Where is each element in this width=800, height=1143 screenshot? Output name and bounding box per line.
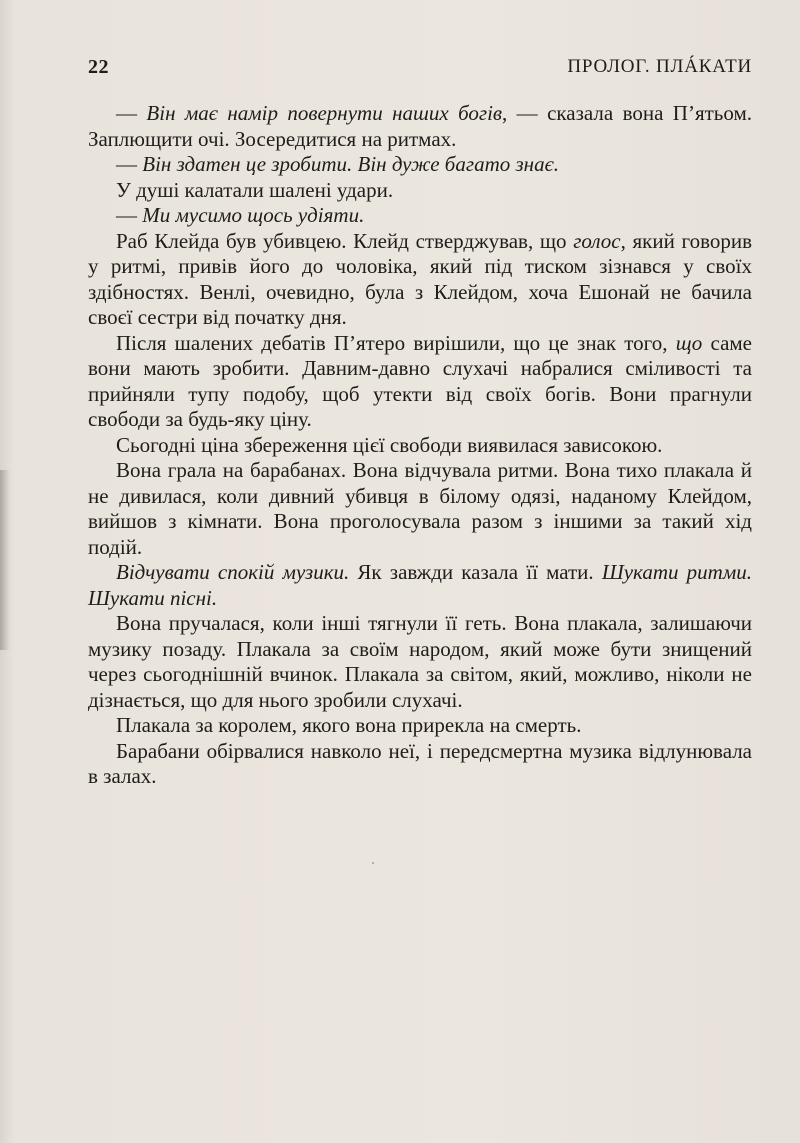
text-run: саме вони мають зробити. Давним-давно слухачі набралися сміливості та прийняли тупу подобу, щоб утекти від своїх богів. Вони прагнули свободи за будь-яку ціну. xyxy=(88,330,753,431)
text-run: Раб Клейда був убивцею. Клейд стверджував, що xyxy=(116,228,574,253)
paragraph-p3 xyxy=(88,178,752,204)
text-run: Він має намір повернути наших богів xyxy=(146,101,503,125)
paper-speck xyxy=(372,862,374,864)
text-run: — xyxy=(116,152,143,176)
text-run: Як завжди казала її мати. xyxy=(349,560,602,584)
text-run: Вона пручалася, коли інші тягнули її геть. Вона плакала, залишаючи музику позаду. Плакала за своїм народом, який може бути знищений через сьогоднішній вчинок. Плакала за світом, який, можливо, ніколи не дізнається, що для нього зробили слухачі. xyxy=(88,611,752,712)
text-run: , який говорив у ритмі, привів його до чоловіка, який під тиском зізнався у своїх здібностях. Венлі, очевидно, була з Клейдом, хоча Ешонай не бачила своєї сестри від початку дня. xyxy=(88,228,752,329)
text-run: — xyxy=(116,101,147,125)
paragraph-p7 xyxy=(88,433,752,459)
paragraph-p5 xyxy=(88,229,752,331)
text-run: Сьогодні ціна збереження цієї свободи виявилася зависокою. xyxy=(116,432,663,457)
text-run: — xyxy=(116,203,143,227)
page-number: 22 xyxy=(88,56,109,78)
spine-shadow xyxy=(0,470,10,650)
text-run: що xyxy=(675,330,703,355)
paragraph-p6 xyxy=(88,331,752,433)
text-run: Плакала за королем, якого вона прирекла на смерть. xyxy=(116,713,582,737)
text-run: У душі калатали шалені удари. xyxy=(116,177,394,202)
page-header xyxy=(88,56,752,84)
paragraph-p8 xyxy=(88,458,752,560)
paragraph-p10 xyxy=(88,611,752,713)
text-run: голос xyxy=(573,228,621,253)
paragraph-p2 xyxy=(88,152,752,178)
text-run: Вона грала на барабанах. Вона відчувала ритми. Вона тихо плакала й не дивилася, коли дивний убивця в білому одязі, наданому Клейдом, вийшов з кімнати. Вона проголосувала разом з іншими за такий хід подій. xyxy=(88,458,752,559)
paragraph-p12 xyxy=(88,739,752,790)
text-run: Відчувати спокій музики. xyxy=(116,560,350,584)
text-run: , — сказала вона П’ятьом. Заплющити очі. Зосередитися на ритмах. xyxy=(88,101,753,151)
running-title: ПРОЛОГ. ПЛÁКАТИ xyxy=(567,56,752,77)
text-run: Ми мусимо щось удіяти. xyxy=(142,203,365,227)
paragraph-p4 xyxy=(88,203,752,229)
paragraph-p9 xyxy=(88,560,752,611)
body-text xyxy=(88,101,752,790)
paragraph-p1 xyxy=(88,101,752,152)
text-run: Після шалених дебатів П’ятеро вирішили, що це знак того, xyxy=(116,330,676,355)
text-run: Він здатен це зробити. Він дуже багато знає. xyxy=(142,152,559,176)
text-run: Барабани обірвалися навколо неї, і передсмертна музика відлунювала в залах. xyxy=(88,738,752,788)
text-run: Шукати ритми. Шукати пісні. xyxy=(88,560,752,610)
paragraph-p11 xyxy=(88,713,752,739)
